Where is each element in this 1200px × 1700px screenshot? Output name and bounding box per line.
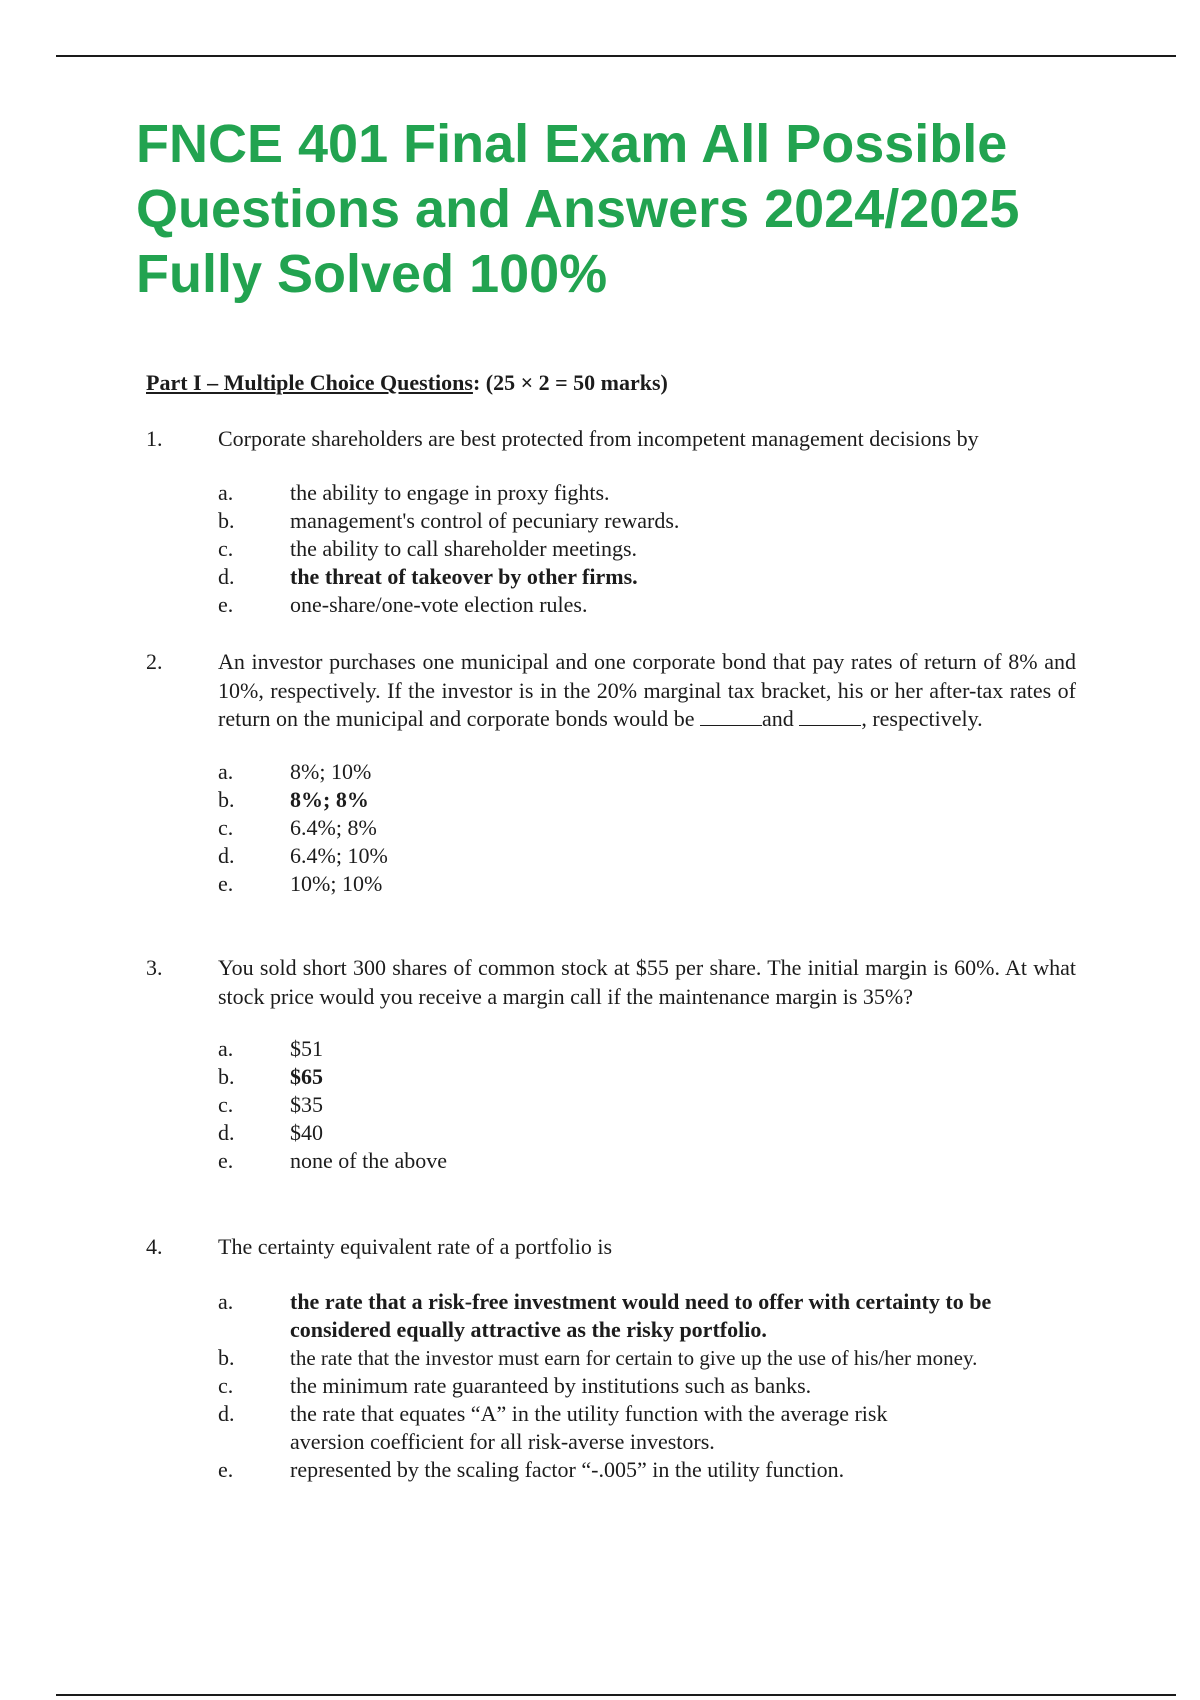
option-text: the minimum rate guaranteed by institutions such as banks. bbox=[290, 1372, 812, 1398]
option-text: $51 bbox=[290, 1036, 323, 1061]
option-text: the rate that the investor must earn for certain to give up the use of his/her money. bbox=[290, 1345, 978, 1370]
option-b bbox=[218, 507, 1076, 535]
option-c bbox=[218, 814, 1076, 842]
option-letter: c. bbox=[218, 535, 234, 561]
option-list bbox=[218, 1288, 1076, 1484]
question-text: You sold short 300 shares of common stock at $55 per share. The initial margin is 60%. At what stock price would you receive a margin call if the maintenance margin is 35%? bbox=[218, 955, 1076, 1009]
section-heading bbox=[146, 368, 668, 398]
option-letter: d. bbox=[218, 842, 235, 868]
option-c bbox=[218, 535, 1076, 563]
bottom-divider bbox=[56, 1694, 1176, 1696]
option-letter: c. bbox=[218, 814, 234, 840]
option-letter: c. bbox=[218, 1372, 234, 1398]
question-text-part: An investor purchases one municipal and one corporate bond that pay rates of return of 8% and 10%, respectively. If the investor is in the 20% marginal tax bracket, his or her after-tax rates of return on the municipal and corporate bonds would be bbox=[218, 649, 1076, 731]
option-b-correct-answer bbox=[218, 1063, 1076, 1091]
question-number: 4. bbox=[146, 1234, 163, 1259]
option-text: 6.4%; 10% bbox=[290, 842, 388, 868]
question-number: 1. bbox=[146, 426, 163, 451]
option-letter: a. bbox=[218, 1036, 234, 1061]
option-letter: d. bbox=[218, 1400, 235, 1426]
answer-blank bbox=[700, 707, 762, 726]
option-text: 10%; 10% bbox=[290, 870, 383, 896]
option-d bbox=[218, 1119, 1076, 1147]
section-heading-label: Part I – Multiple Choice Questions bbox=[146, 370, 473, 395]
option-letter: e. bbox=[218, 1148, 234, 1173]
question-text-part: , respectively. bbox=[861, 706, 983, 731]
option-text: 8%; 10% bbox=[290, 758, 372, 784]
option-letter: b. bbox=[218, 507, 235, 533]
option-d bbox=[218, 1400, 1076, 1456]
option-a bbox=[218, 479, 1076, 507]
top-divider bbox=[56, 55, 1176, 57]
option-list bbox=[218, 479, 1076, 619]
option-text: one-share/one-vote election rules. bbox=[290, 591, 588, 617]
option-letter: b. bbox=[218, 1344, 235, 1370]
option-c bbox=[218, 1372, 1076, 1400]
option-a bbox=[218, 758, 1076, 786]
option-letter: c. bbox=[218, 1092, 234, 1117]
option-letter: b. bbox=[218, 786, 235, 812]
option-text: represented by the scaling factor “-.005” in the utility function. bbox=[290, 1456, 845, 1482]
option-a-correct-answer bbox=[218, 1288, 1076, 1344]
option-d-correct-answer bbox=[218, 563, 1076, 591]
option-text: $35 bbox=[290, 1092, 323, 1117]
option-letter: b. bbox=[218, 1064, 235, 1089]
option-letter: e. bbox=[218, 1456, 234, 1482]
option-text: the ability to engage in proxy fights. bbox=[290, 479, 610, 505]
option-list bbox=[218, 758, 1076, 898]
question-text-part: and bbox=[762, 706, 800, 731]
option-d bbox=[218, 842, 1076, 870]
question-text: The certainty equivalent rate of a portfolio is bbox=[218, 1234, 613, 1259]
question-1 bbox=[146, 425, 1076, 619]
option-letter: d. bbox=[218, 563, 235, 589]
question-text: Corporate shareholders are best protected from incompetent management decisions by bbox=[218, 426, 979, 451]
option-text: none of the above bbox=[290, 1148, 447, 1173]
option-c bbox=[218, 1091, 1076, 1119]
option-text: the ability to call shareholder meetings. bbox=[290, 535, 638, 561]
option-text: the threat of takeover by other firms. bbox=[290, 563, 638, 589]
option-text: 8%; 8% bbox=[290, 786, 369, 812]
option-letter: a. bbox=[218, 758, 234, 784]
option-e bbox=[218, 591, 1076, 619]
option-text: 6.4%; 8% bbox=[290, 814, 377, 840]
option-text: the rate that equates “A” in the utility function with the average risk aversion coefficient for all risk-averse investors. bbox=[290, 1400, 888, 1454]
question-number: 3. bbox=[146, 955, 163, 980]
option-e bbox=[218, 1456, 1076, 1484]
answer-blank bbox=[799, 707, 861, 726]
option-text: $40 bbox=[290, 1120, 323, 1145]
question-number: 2. bbox=[146, 649, 163, 674]
option-b bbox=[218, 1344, 1076, 1372]
question-4 bbox=[146, 1233, 1076, 1484]
option-e bbox=[218, 1147, 1076, 1175]
option-b-correct-answer bbox=[218, 786, 1076, 814]
option-letter: a. bbox=[218, 479, 234, 505]
question-text bbox=[218, 648, 1076, 734]
option-e bbox=[218, 870, 1076, 898]
document-title: FNCE 401 Final Exam All Possible Questions and Answers 2024/2025 Fully Solved 100% bbox=[136, 114, 1020, 304]
question-2 bbox=[146, 648, 1076, 898]
option-list bbox=[218, 1035, 1076, 1175]
option-a bbox=[218, 1035, 1076, 1063]
question-3 bbox=[146, 954, 1076, 1175]
option-text: the rate that a risk-free investment would need to offer with certainty to be considered equally attractive as the risky portfolio. bbox=[290, 1288, 992, 1342]
section-heading-marks: : (25 × 2 = 50 marks) bbox=[472, 370, 668, 395]
option-text: $65 bbox=[290, 1064, 323, 1089]
option-letter: e. bbox=[218, 591, 234, 617]
option-text: management's control of pecuniary rewards. bbox=[290, 507, 680, 533]
option-letter: e. bbox=[218, 870, 234, 896]
option-letter: d. bbox=[218, 1120, 235, 1145]
option-letter: a. bbox=[218, 1288, 234, 1314]
